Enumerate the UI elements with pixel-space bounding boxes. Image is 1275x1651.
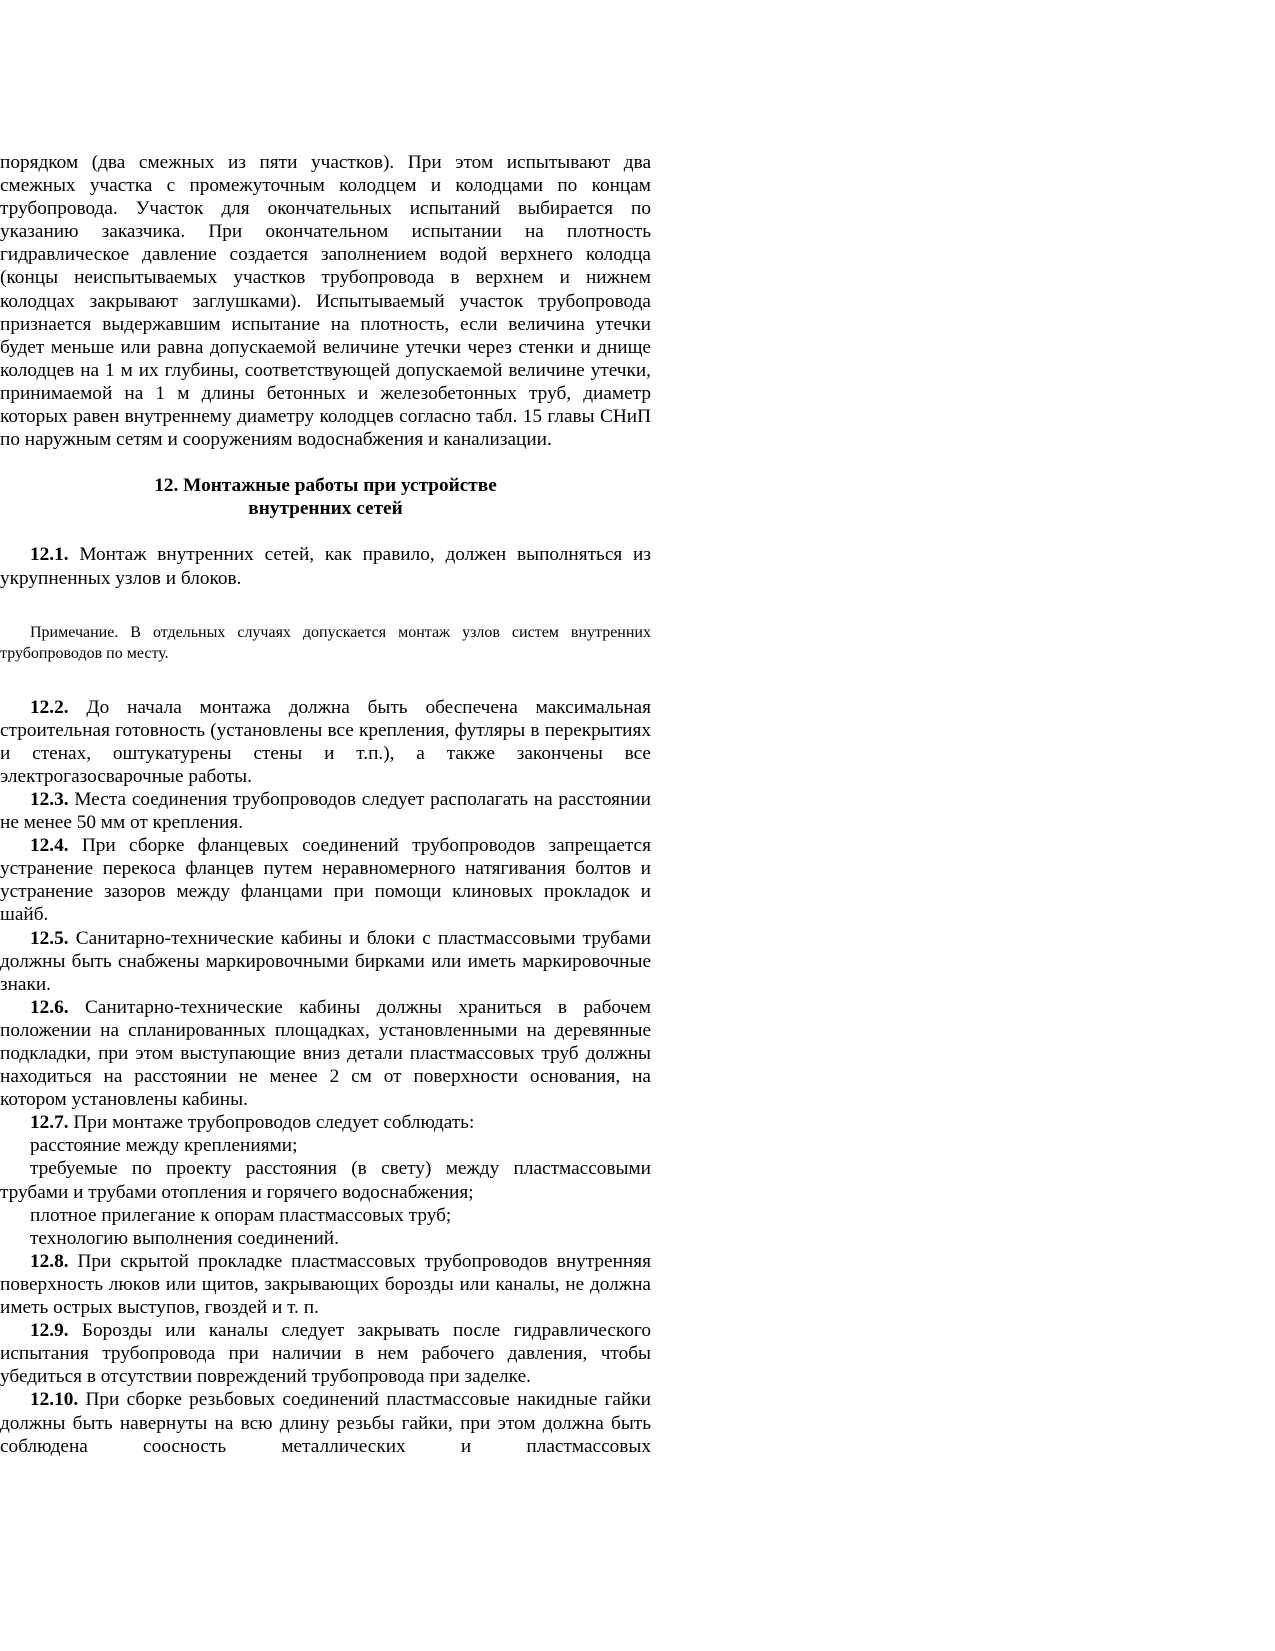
clause-12-4 (0, 834, 651, 926)
clause-number: 12.5. (30, 927, 69, 949)
clause-12-7 (0, 1111, 651, 1134)
clause-12-9 (0, 1319, 651, 1388)
clause-12-1 (0, 543, 651, 589)
clause-number: 12.4. (30, 835, 69, 857)
clause-text: При сборке фланцевых соединений трубопроводов запрещается устранение перекоса фланцев путем неравномерного натягивания болтов и устранение зазоров между фланцами при помощи клиновых прокладок и шайб. (0, 835, 651, 926)
intro-paragraph: порядком (два смежных из пяти участков). При этом испытывают два смежных участка с промежуточным колодцем и колодцами по концам трубопровода. Участок для окончательных испытаний выбирается по указанию заказчика. При окончательном испытании на плотность гидравлическое давление создается заполнением водой верхнего колодца (концы неиспытываемых участков трубопровода в верхнем и нижнем колодцах закрывают заглушками). Испытываемый участок трубопровода признается выдержавшим испытание на плотность, если величина утечки будет меньше или равна допускаемой величине утечки через стенки и днище колодцев на 1 м их глубины, соответствующей допускаемой величине утечки, принимаемой на 1 м длины бетонных и железобетонных труб, диаметр которых равен внутреннему диаметру колодцев согласно табл. 15 главы СНиП по наружным сетям и сооружениям водоснабжения и канализации. (0, 152, 651, 451)
clause-text: Санитарно-технические кабины должны храниться в рабочем положении на спланированных площадках, установленными на деревянные подкладки, при этом выступающие вниз детали пластмассовых труб должны находиться на расстоянии не менее 2 см от поверхности основания, на котором установлены кабины. (0, 996, 651, 1111)
clause-12-3 (0, 788, 651, 834)
section-heading (0, 474, 651, 520)
clause-text: До начала монтажа должна быть обеспечена максимальная строительная готовность (установлены все крепления, футляры в перекрытиях и стенах, оштукатурены стены и т.п.), а также закончены все электрогазосварочные работы. (0, 696, 651, 787)
text-column (0, 151, 651, 1458)
clause-12-10 (0, 1388, 651, 1457)
clause-number: 12.8. (30, 1250, 69, 1272)
clause-12-7-item: плотное прилегание к опорам пластмассовых труб; (30, 1204, 452, 1226)
clause-12-5 (0, 927, 651, 996)
section-title-line2: внутренних сетей (248, 498, 403, 520)
clause-text: При сборке резьбовых соединений пластмассовые накидные гайки должны быть навернуты на всю длину резьбы гайки, при этом должна быть соблюдена соосность металлических и пластмассовых (0, 1389, 651, 1457)
section-title-line1: 12. Монтажные работы при устройстве (154, 475, 497, 497)
clause-text: Борозды или каналы следует закрывать после гидравлического испытания трубопровода при наличии в нем рабочего давления, чтобы убедиться в отсутствии повреждений трубопровода при заделке. (0, 1320, 651, 1388)
clause-12-7-item: требуемые по проекту расстояния (в свету) между пластмассовыми трубами и трубами отопления и горячего водоснабжения; (0, 1158, 651, 1203)
clause-note: Примечание. В отдельных случаях допускается монтаж узлов систем внутренних трубопроводов по месту. (0, 623, 651, 662)
clause-text: Места соединения трубопроводов следует располагать на расстоянии не менее 50 мм от крепления. (0, 788, 651, 834)
clause-number: 12.10. (30, 1389, 79, 1411)
clause-12-8 (0, 1250, 651, 1319)
clause-number: 12.2. (30, 696, 69, 718)
clause-text: Монтаж внутренних сетей, как правило, должен выполняться из укрупненных узлов и блоков. (0, 544, 651, 589)
clause-12-7-item: технологию выполнения соединений. (30, 1227, 339, 1249)
clause-text: При скрытой прокладке пластмассовых трубопроводов внутренняя поверхность люков или щитов, закрывающих борозды или каналы, не должна иметь острых выступов, гвоздей и т. п. (0, 1250, 651, 1319)
clause-12-7-item: расстояние между креплениями; (30, 1135, 298, 1157)
clause-12-6 (0, 996, 651, 1111)
clause-number: 12.9. (30, 1320, 69, 1342)
clause-number: 12.6. (30, 996, 69, 1018)
clause-number: 12.1. (30, 544, 69, 566)
clause-text: Санитарно-технические кабины и блоки с пластмассовыми трубами должны быть снабжены маркировочными бирками или иметь маркировочные знаки. (0, 927, 651, 995)
clause-12-2 (0, 696, 651, 788)
clause-text: При монтаже трубопроводов следует соблюдать: (68, 1112, 475, 1134)
clause-number: 12.3. (30, 788, 69, 810)
clause-number: 12.7. (30, 1112, 69, 1134)
